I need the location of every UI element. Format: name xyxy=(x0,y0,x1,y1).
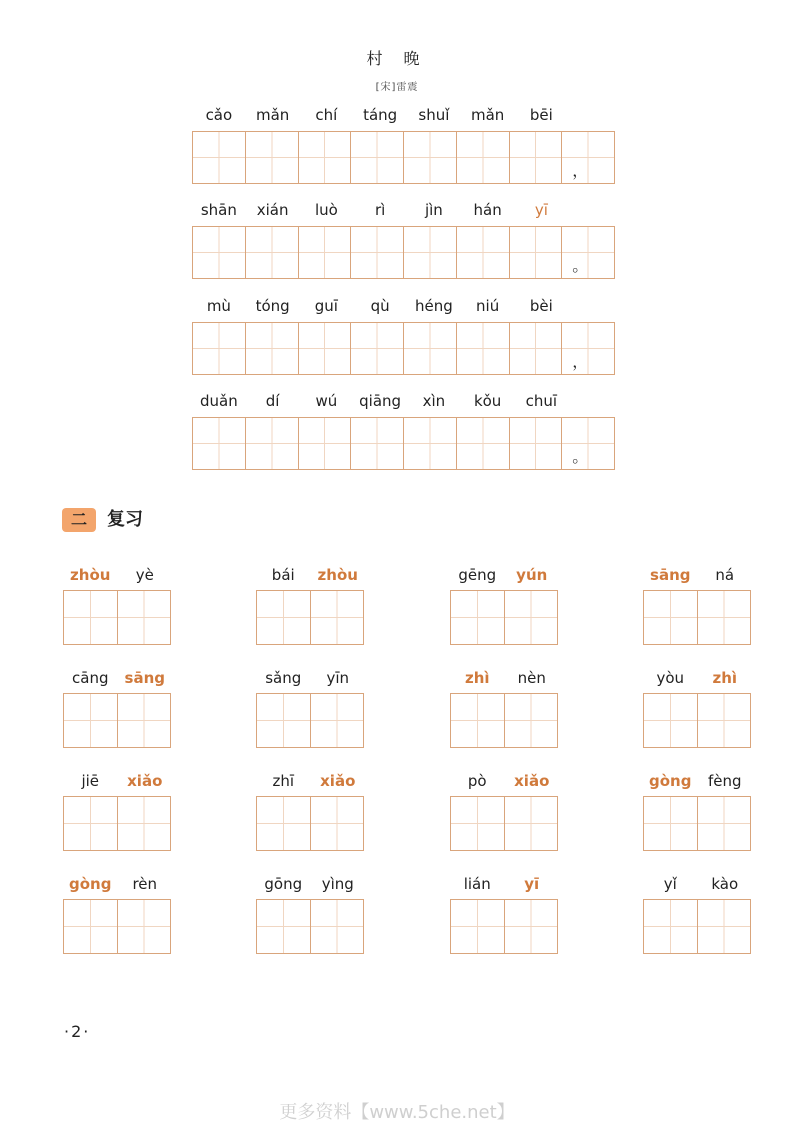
tianzige-cell[interactable] xyxy=(63,899,118,954)
pinyin-syllable: xiǎo xyxy=(320,772,356,790)
tianzige-cell[interactable] xyxy=(245,131,299,184)
tianzige-cell[interactable] xyxy=(350,417,404,470)
tianzige-cell[interactable] xyxy=(504,693,559,748)
pinyin-syllable: yìng xyxy=(321,875,354,893)
poem-line xyxy=(192,106,622,200)
writing-grid xyxy=(256,796,364,851)
pinyin-row xyxy=(192,201,622,225)
pinyin-syllable: hán xyxy=(473,201,502,219)
tianzige-cell[interactable] xyxy=(509,131,563,184)
pinyin-syllable: yòu xyxy=(656,669,685,687)
tianzige-cell[interactable] xyxy=(456,226,510,279)
writing-grid xyxy=(63,899,171,954)
tianzige-cell[interactable] xyxy=(561,131,615,184)
pinyin-syllable: pò xyxy=(467,772,487,790)
pinyin-syllable: cāng xyxy=(72,669,109,687)
review-word xyxy=(643,669,752,759)
tianzige-cell[interactable] xyxy=(697,590,752,645)
section-title: 复习 xyxy=(107,509,143,530)
pinyin-syllable: mǎn xyxy=(255,106,290,124)
pinyin-syllable: niú xyxy=(476,297,500,315)
writing-grid xyxy=(63,693,171,748)
writing-grid xyxy=(643,590,751,645)
writing-grid xyxy=(256,899,364,954)
word-pinyin xyxy=(256,669,365,691)
tianzige-cell[interactable] xyxy=(63,590,118,645)
pinyin-syllable: fèng xyxy=(707,772,742,790)
tianzige-cell[interactable] xyxy=(697,693,752,748)
tianzige-cell[interactable] xyxy=(298,131,352,184)
word-pinyin xyxy=(63,875,172,897)
pinyin-syllable: xiǎo xyxy=(514,772,550,790)
tianzige-cell[interactable] xyxy=(117,796,172,851)
punctuation-mark: ， xyxy=(572,161,589,180)
tianzige-cell[interactable] xyxy=(245,226,299,279)
pinyin-syllable: kǒu xyxy=(473,392,502,410)
tianzige-cell[interactable] xyxy=(192,417,246,470)
review-word xyxy=(450,772,559,862)
tianzige-cell[interactable] xyxy=(504,590,559,645)
pinyin-syllable: shuǐ xyxy=(418,106,450,124)
tianzige-cell[interactable] xyxy=(450,693,505,748)
review-word xyxy=(63,772,172,862)
pinyin-syllable: wú xyxy=(315,392,338,410)
pinyin-syllable: dí xyxy=(265,392,280,410)
poem-line xyxy=(192,392,622,486)
pinyin-syllable: cǎo xyxy=(205,106,233,124)
section-number-badge: 二 xyxy=(62,508,96,532)
pinyin-syllable: luò xyxy=(314,201,338,219)
writing-grid xyxy=(63,590,171,645)
pinyin-syllable: qiāng xyxy=(359,392,402,410)
tianzige-cell[interactable] xyxy=(456,131,510,184)
review-word xyxy=(450,566,559,656)
punctuation-mark: ， xyxy=(572,352,589,371)
tianzige-cell[interactable] xyxy=(117,899,172,954)
word-pinyin xyxy=(450,669,559,691)
tianzige-cell[interactable] xyxy=(450,590,505,645)
pinyin-syllable: zhì xyxy=(712,669,738,687)
tianzige-cell[interactable] xyxy=(450,796,505,851)
tianzige-cell[interactable] xyxy=(561,322,615,375)
pinyin-syllable: nèn xyxy=(517,669,546,687)
pinyin-row xyxy=(192,106,622,130)
writing-grid xyxy=(450,899,558,954)
pinyin-syllable: gòng xyxy=(69,875,112,893)
tianzige-cell[interactable] xyxy=(192,131,246,184)
pinyin-syllable: gōng xyxy=(264,875,303,893)
writing-grid xyxy=(256,590,364,645)
word-pinyin xyxy=(63,566,172,588)
writing-grid xyxy=(63,796,171,851)
pinyin-syllable: táng xyxy=(363,106,398,124)
word-pinyin xyxy=(63,669,172,691)
word-pinyin xyxy=(450,875,559,897)
tianzige-cell[interactable] xyxy=(643,693,698,748)
tianzige-cell[interactable] xyxy=(456,322,510,375)
tianzige-cell[interactable] xyxy=(256,693,311,748)
writing-grid xyxy=(450,796,558,851)
word-pinyin xyxy=(643,566,752,588)
pinyin-syllable: zhòu xyxy=(317,566,358,584)
pinyin-syllable: bái xyxy=(271,566,295,584)
tianzige-cell[interactable] xyxy=(504,796,559,851)
tianzige-cell[interactable] xyxy=(403,226,457,279)
pinyin-syllable: lián xyxy=(463,875,491,893)
review-word xyxy=(643,875,752,965)
word-pinyin xyxy=(450,772,559,794)
tianzige-cell[interactable] xyxy=(561,417,615,470)
tianzige-cell[interactable] xyxy=(643,899,698,954)
writing-grid xyxy=(643,899,751,954)
review-word xyxy=(63,875,172,965)
watermark: 更多资料【www.5che.net】 xyxy=(279,1102,515,1123)
pinyin-syllable: yǐ xyxy=(663,875,677,893)
review-word xyxy=(256,772,365,862)
word-pinyin xyxy=(256,772,365,794)
tianzige-cell[interactable] xyxy=(350,226,404,279)
tianzige-cell[interactable] xyxy=(450,899,505,954)
pinyin-syllable: yī xyxy=(534,201,548,219)
tianzige-cell[interactable] xyxy=(403,322,457,375)
pinyin-syllable: zhòu xyxy=(70,566,111,584)
pinyin-syllable: bēi xyxy=(529,106,553,124)
tianzige-cell[interactable] xyxy=(298,322,352,375)
page-number: ·2· xyxy=(64,1022,91,1041)
tianzige-cell[interactable] xyxy=(63,693,118,748)
word-pinyin xyxy=(643,875,752,897)
poem-author: [宋]雷震 xyxy=(375,82,419,93)
tianzige-cell[interactable] xyxy=(403,131,457,184)
word-pinyin xyxy=(63,772,172,794)
tianzige-cell[interactable] xyxy=(509,417,563,470)
tianzige-cell[interactable] xyxy=(117,693,172,748)
writing-grid xyxy=(643,796,751,851)
poem-title: 村 晚 xyxy=(366,49,428,68)
pinyin-syllable: héng xyxy=(414,297,453,315)
pinyin-syllable: yīn xyxy=(326,669,350,687)
pinyin-syllable: jiē xyxy=(81,772,100,790)
poem-line xyxy=(192,201,622,295)
word-pinyin xyxy=(643,772,752,794)
tianzige-cell[interactable] xyxy=(256,590,311,645)
pinyin-syllable: sāng xyxy=(650,566,691,584)
pinyin-syllable: sǎng xyxy=(265,669,302,687)
tianzige-cell[interactable] xyxy=(298,226,352,279)
tianzige-cell[interactable] xyxy=(509,226,563,279)
pinyin-row xyxy=(192,297,622,321)
pinyin-syllable: jìn xyxy=(424,201,443,219)
writing-grid xyxy=(192,131,615,184)
pinyin-syllable: yún xyxy=(516,566,548,584)
pinyin-syllable: duǎn xyxy=(200,392,238,410)
review-word xyxy=(643,566,752,656)
pinyin-syllable: tóng xyxy=(255,297,290,315)
pinyin-syllable: rì xyxy=(374,201,386,219)
pinyin-syllable: xìn xyxy=(422,392,446,410)
pinyin-syllable: guī xyxy=(314,297,338,315)
pinyin-row xyxy=(192,392,622,416)
tianzige-cell[interactable] xyxy=(509,322,563,375)
review-word xyxy=(63,669,172,759)
tianzige-cell[interactable] xyxy=(350,131,404,184)
pinyin-syllable: mù xyxy=(206,297,231,315)
writing-grid xyxy=(643,693,751,748)
word-pinyin xyxy=(450,566,559,588)
writing-grid xyxy=(192,226,615,279)
pinyin-syllable: chuī xyxy=(525,392,558,410)
review-word xyxy=(643,772,752,862)
tianzige-cell[interactable] xyxy=(456,417,510,470)
review-word xyxy=(256,669,365,759)
tianzige-cell[interactable] xyxy=(192,322,246,375)
pinyin-syllable: xiǎo xyxy=(127,772,163,790)
tianzige-cell[interactable] xyxy=(697,796,752,851)
tianzige-cell[interactable] xyxy=(697,899,752,954)
writing-grid xyxy=(192,417,615,470)
tianzige-cell[interactable] xyxy=(643,796,698,851)
pinyin-syllable: shān xyxy=(200,201,237,219)
pinyin-syllable: yè xyxy=(135,566,154,584)
tianzige-cell[interactable] xyxy=(192,226,246,279)
word-pinyin xyxy=(643,669,752,691)
writing-grid xyxy=(450,590,558,645)
pinyin-syllable: zhī xyxy=(272,772,295,790)
review-word xyxy=(63,566,172,656)
pinyin-syllable: sāng xyxy=(124,669,165,687)
tianzige-cell[interactable] xyxy=(643,590,698,645)
tianzige-cell[interactable] xyxy=(298,417,352,470)
tianzige-cell[interactable] xyxy=(256,796,311,851)
pinyin-syllable: zhì xyxy=(464,669,490,687)
review-word xyxy=(256,566,365,656)
pinyin-syllable: mǎn xyxy=(470,106,505,124)
pinyin-syllable: rèn xyxy=(132,875,158,893)
pinyin-syllable: gòng xyxy=(649,772,692,790)
punctuation-mark: 。 xyxy=(572,256,589,275)
tianzige-cell[interactable] xyxy=(310,693,365,748)
tianzige-cell[interactable] xyxy=(561,226,615,279)
pinyin-syllable: qù xyxy=(370,297,390,315)
tianzige-cell[interactable] xyxy=(256,899,311,954)
tianzige-cell[interactable] xyxy=(63,796,118,851)
pinyin-syllable: xián xyxy=(256,201,289,219)
tianzige-cell[interactable] xyxy=(310,590,365,645)
pinyin-syllable: gēng xyxy=(458,566,497,584)
tianzige-cell[interactable] xyxy=(117,590,172,645)
tianzige-cell[interactable] xyxy=(310,899,365,954)
review-word xyxy=(450,875,559,965)
review-word xyxy=(256,875,365,965)
tianzige-cell[interactable] xyxy=(350,322,404,375)
writing-grid xyxy=(450,693,558,748)
pinyin-syllable: ná xyxy=(715,566,735,584)
tianzige-cell[interactable] xyxy=(310,796,365,851)
writing-grid xyxy=(256,693,364,748)
pinyin-syllable: yī xyxy=(524,875,540,893)
poem-line xyxy=(192,297,622,391)
pinyin-syllable: chí xyxy=(315,106,338,124)
pinyin-syllable: kào xyxy=(711,875,739,893)
tianzige-cell[interactable] xyxy=(504,899,559,954)
word-pinyin xyxy=(256,875,365,897)
pinyin-syllable: bèi xyxy=(529,297,553,315)
tianzige-cell[interactable] xyxy=(403,417,457,470)
tianzige-cell[interactable] xyxy=(245,417,299,470)
punctuation-mark: 。 xyxy=(572,447,589,466)
writing-grid xyxy=(192,322,615,375)
word-pinyin xyxy=(256,566,365,588)
tianzige-cell[interactable] xyxy=(245,322,299,375)
review-word xyxy=(450,669,559,759)
